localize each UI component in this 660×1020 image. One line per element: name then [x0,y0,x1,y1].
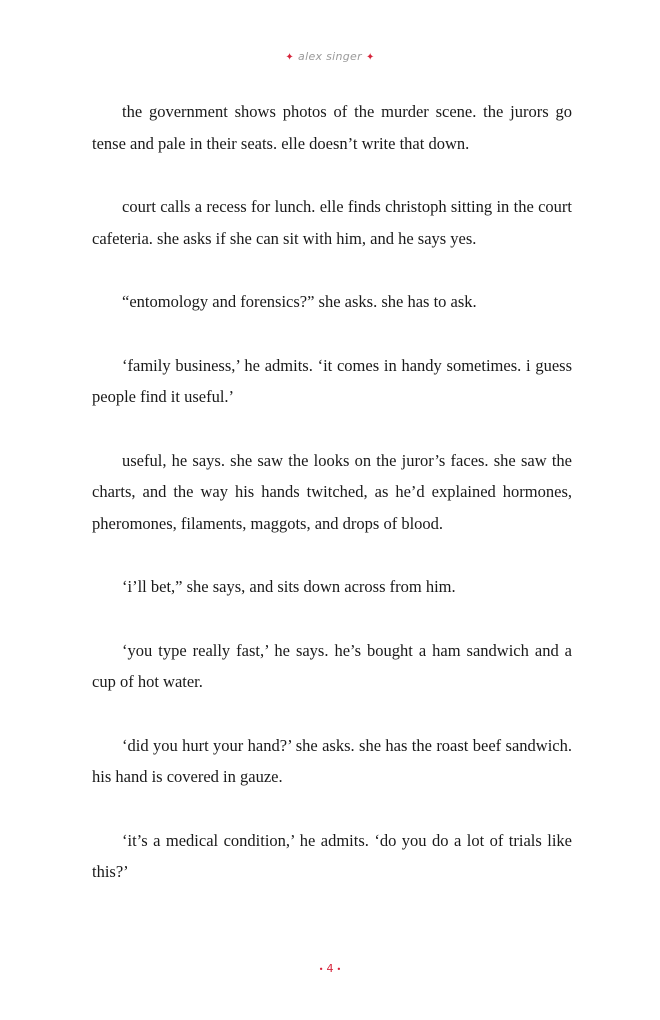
paragraph: court calls a recess for lunch. elle finds christoph sitting in the court cafeteria. she asks if she can sit with him, and he says yes. [92,197,572,248]
page-footer [0,962,660,975]
paragraph: ‘i’ll bet,” she says, and sits down across from him. [122,577,456,596]
paragraph: ‘family business,’ he admits. ‘it comes in handy sometimes. i guess people find it useful.’ [92,355,572,406]
header-ornament-right-icon: ✦ [365,52,375,63]
footer-dot-right-icon: • [336,965,342,974]
header-ornament-left-icon: ✦ [285,52,295,63]
footer-dot-left-icon: • [318,965,324,974]
paragraph: ‘did you hurt your hand?’ she asks. she has the roast beef sandwich. his hand is covered in gauze. [92,735,572,786]
paragraph: ‘you type really fast,’ he says. he’s bought a ham sandwich and a cup of hot water. [92,640,572,691]
paragraph: “entomology and forensics?” she asks. she has to ask. [122,292,477,311]
paragraph: useful, he says. she saw the looks on the juror’s faces. she saw the charts, and the way his hands twitched, as he’d explained hormones, pheromones, filaments, maggots, and drops of blood. [92,450,572,533]
page-body [92,96,572,920]
paragraph: the government shows photos of the murder scene. the jurors go tense and pale in their seats. elle doesn’t write that down. [92,102,572,153]
page-number: 4 [326,962,334,975]
header-author: alex singer [298,50,362,63]
running-header [0,50,660,63]
paragraph: ‘it’s a medical condition,’ he admits. ‘do you do a lot of trials like this?’ [92,830,572,881]
